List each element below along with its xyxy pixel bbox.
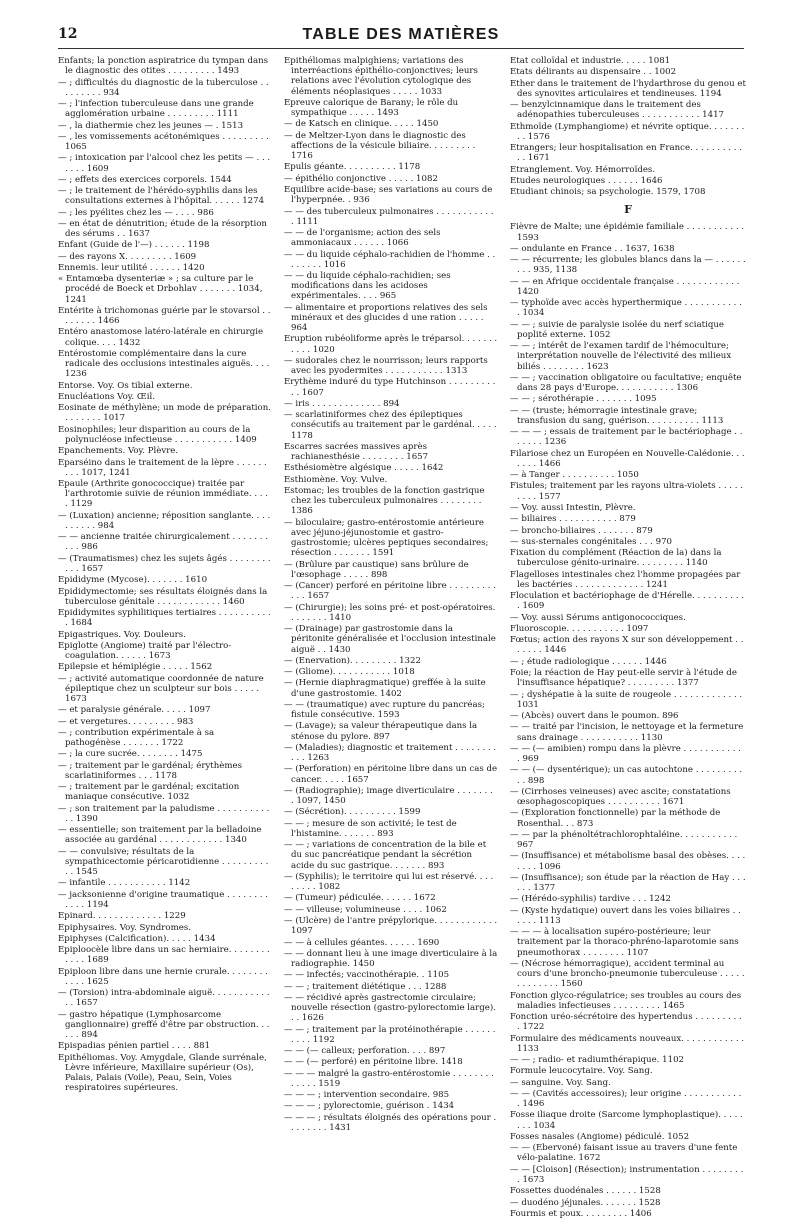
index-entry: — — ; variations de concentration de la bile et du suc pancréatique pendant la sécrétion acide du suc gastrique. . . . . . . 893 [284, 840, 487, 871]
index-entry: — — villeuse; volumineuse . . . . 1062 [284, 904, 447, 915]
index-entry: — des rayons X. . . . . . . . . 1609 [58, 251, 197, 262]
section-heading: F [624, 203, 632, 217]
index-entry: Fonction uréo-sécrétoire des hypertendus . . . . . . . . . . 1722 [510, 1012, 742, 1033]
index-entry: Fluoroscopie. . . . . . . . . . . 1097 [510, 623, 649, 634]
index-entry: — — — ; essais de traitement par le bactériophage . . . . . . . 1236 [510, 427, 743, 448]
index-entry: « Entamœba dysenteriæ » ; sa culture par le procédé de Boeck et Drbohlav . . . . . . . 1034, 1241 [58, 274, 263, 305]
index-entry: Epinard. . . . . . . . . . . . . 1229 [58, 911, 186, 922]
page-number: 12 [58, 26, 78, 42]
index-entry: — — — ; intervention secondaire. 985 [284, 1090, 450, 1101]
index-entry: — scarlatiniformes chez des épileptiques consécutifs au traitement par le gardénal. . . . . 1178 [284, 410, 497, 441]
index-entry: — ; la cure sucrée. . . . . . . . 1475 [58, 749, 203, 760]
index-entry: — (Gliome). . . . . . . . . . . 1018 [284, 667, 415, 678]
index-entry: Equilibre acide-base; ses variations au cours de l'hyperpnée. . 936 [284, 185, 493, 206]
index-entry: — — traité par l'incision, le nettoyage et la fermeture sans drainage . . . . . . . . . . . 1130 [510, 722, 744, 743]
index-entry: — — à cellules géantes. . . . . . 1690 [284, 937, 440, 948]
index-entry: — (Nécrose hémorragique), accident terminal au cours d'une broncho-pneumonie tuberculeuse . . . . . . . . . . . . . 1560 [510, 958, 745, 990]
index-entry: Epididymectomie; ses résultats éloignés dans la tuberculose génitale . . . . . . . . . . . . 1460 [58, 586, 268, 607]
index-entry: — — (Ebervoné) faisant issue au travers d'une fente vélo-palatine. 1672 [510, 1143, 738, 1164]
index-entry: Formule leucocytaire. Voy. Sang. [510, 1066, 653, 1077]
index-column-2 [284, 56, 498, 1133]
index-entry: — (Hérédo-syphilis) tardive . . . 1242 [510, 894, 671, 905]
index-entry: — de Katsch en clinique. . . . . 1450 [284, 119, 439, 130]
index-entry: — — (— perforé) en péritoine libre. 1418 [284, 1057, 463, 1068]
index-entry: — (Radiographie); image diverticulaire . . . . . . . . 1097, 1450 [284, 785, 493, 807]
index-entry: — — donnant lieu à une image diverticulaire à la radiographie. 1450 [284, 948, 498, 969]
index-entry: — (Hernie diaphragmatique) greffée à la suite d'une gastrostomie. 1402 [284, 678, 486, 699]
index-entry: Epiglotte (Angiome) traité par l'électro-coagulation. . . . . . 1673 [58, 640, 232, 662]
index-entry: — ; le traitement de l'hérédo-syphilis dans les consultations externes à l'hôpital. . . . . . 1274 [58, 186, 265, 207]
index-entry: — (Cancer) perforé en péritoine libre . . . . . . . . . . . . 1657 [284, 581, 496, 602]
index-entry: Fœtus; action des rayons X sur son développement . . . . . . . 1446 [510, 635, 744, 656]
index-entry: Foie; la réaction de Hay peut-elle servir à l'étude de l'insuffisance hépatique? . . . . . . . . . 1377 [510, 668, 737, 689]
index-entry: — (Maladies); diagnostic et traitement . . . . . . . . . . . 1263 [284, 742, 497, 764]
index-entry: — (Luxation) ancienne; réposition sanglante. . . . . . . . . . 984 [58, 510, 271, 531]
index-entry: — — ; traitement diététique . . . 1288 [284, 981, 447, 992]
index-entry: Eosinophiles; leur disparition au cours de la polynucléose infectieuse . . . . . . . . . . . 1409 [58, 424, 257, 445]
index-entry: — Voy. aussi Intestin, Plèvre. [510, 502, 636, 513]
index-entry: — ; contribution expérimentale à sa pathogénèse . . . . . . . 1722 [58, 727, 215, 749]
index-entry: — — ; suivie de paralysie isolée du nerf sciatique poplité externe. 1052 [510, 319, 724, 340]
index-entry: — — [Cloison] (Résection); instrumentation . . . . . . . . . 1673 [510, 1164, 744, 1185]
index-entry: — sudorales chez le nourrisson; leurs rapports avec les pyodermites . . . . . . . . . . . 1313 [284, 355, 488, 377]
index-entry: — — — à localisation supéro-postérieure; leur traitement par la thoraco-phréno-laparotomie sans pneumothorax . . . . . . . . 1107 [510, 927, 739, 958]
index-entry: — benzylcinnamique dans le traitement des adénopathies tuberculeuses . . . . . . . . . . . 1417 [510, 100, 725, 121]
index-entry: Ether dans le traitement de l'hydarthrose du genou et des synovites articulaires et tendineuses. 1194 [510, 78, 746, 99]
index-entry: Flagelloses intestinales chez l'homme propagées par les bactéries . . . . . . . . . . . . . 1241 [510, 569, 741, 590]
index-entry: Floculation et bactériophage de d'Hérelle. . . . . . . . . . . 1609 [510, 591, 744, 612]
index-entry: Esthésiomètre algésique . . . . . 1642 [284, 463, 444, 474]
index-entry: — (Syphilis); le territoire qui lui est réservé. . . . . . . . . 1082 [284, 871, 494, 893]
index-entry: — ; son traitement par la paludisme . . . . . . . . . . . . 1390 [58, 803, 270, 824]
index-entry: — sus-sternales congénitales . . . 970 [510, 536, 673, 547]
index-entry: — biliaires . . . . . . . . . . . 879 [510, 514, 636, 525]
index-entry: — de Meltzer-Lyon dans le diagnostic des affections de la vésicule biliaire. . . . . . . . . 1716 [284, 130, 476, 162]
index-entry: — — (— dysentérique); un cas autochtone . . . . . . . . . . . 898 [510, 765, 743, 786]
index-entry: — (Insuffisance) et métabolisme basal des obèses. . . . . . . . 1096 [510, 851, 746, 872]
index-entry: — (Insuffisance); son étude par la réaction de Hay . . . . . . 1377 [510, 872, 746, 894]
index-entry: — (Traumatismes) chez les sujets âgés . . . . . . . . . . . 1657 [58, 553, 271, 574]
page-header [58, 26, 744, 48]
index-entry: Entorse. Voy. Os tibial externe. [58, 380, 193, 391]
index-entry: Enucléations Voy. Œil. [58, 391, 155, 402]
index-entry: Fosse iliaque droite (Sarcome lymphoplastique). . . . . . . . 1034 [510, 1110, 743, 1131]
index-entry: Epreuve calorique de Barany; le rôle du sympathique . . . . . 1493 [284, 97, 459, 119]
index-entry: — et paralysie générale. . . . . 1097 [58, 705, 211, 716]
index-entry: — ; les pyélites chez les — . . . . 986 [58, 207, 214, 218]
index-entry: — (Kyste hydatique) ouvert dans les voies biliaires . . . . . . 1113 [510, 905, 741, 926]
index-entry: — infantile . . . . . . . . . . . 1142 [58, 878, 191, 889]
index-entry: — — en Afrique occidentale française . . . . . . . . . . . . 1420 [510, 276, 740, 297]
index-entry: — (Tumeur) pédiculée. . . . . . 1672 [284, 893, 436, 904]
index-entry: — (Perforation) en péritoine libre dans un cas de cancer. . . . . 1657 [284, 764, 498, 785]
index-entry: — — des tuberculeux pulmonaires . . . . . . . . . . . . 1111 [284, 206, 494, 227]
index-entry: — ; dyshépatie à la suite de rougeole . . . . . . . . . . . . . 1031 [510, 689, 743, 710]
index-entry: — alimentaire et proportions relatives des sels minéraux et des glucides d une ration . . . . . 964 [284, 302, 488, 334]
index-entry: — — ; traitement par la protéinothérapie . . . . . . . . . . 1192 [284, 1024, 496, 1045]
index-entry: — — de l'organisme; action des sels ammoniacaux . . . . . . 1066 [284, 228, 441, 249]
index-entry: — — récidivé après gastrectomie circulaire; nouvelle résection (gastro-pylorectomie large). . . 1626 [284, 992, 496, 1024]
index-entry: — essentielle; son traitement par la belladoine associée au gardénal . . . . . . . . . . . . 1340 [58, 825, 262, 846]
index-entry: Etudes neurologiques . . . . . . 1646 [510, 175, 663, 186]
index-entry: Ennemis. leur utilité . . . . . . 1420 [58, 262, 205, 273]
index-entry: — — — ; résultats éloignés des opérations pour . . . . . . . . 1431 [284, 1112, 497, 1133]
index-entry: — broncho-biliaires . . . . . . . 879 [510, 525, 653, 536]
index-entry: — à Tanger . . . . . . . . . . 1050 [510, 470, 639, 481]
index-entry: Epanchements. Voy. Plèvre. [58, 446, 179, 457]
index-entry: Epiphysaires. Voy. Syndromes. [58, 922, 191, 933]
page-title: TABLE DES MATIÈRES [302, 26, 500, 43]
index-entry: — — (traumatique) avec rupture du pancréas; fistule consécutive. 1593 [284, 699, 485, 721]
index-entry: — (Exploration fonctionnelle) par la méthode de Rosenthal. . . 873 [510, 808, 721, 829]
index-entry: — (Chirurgie); les soins pré- et post-opératoires. . . . . . . . 1410 [284, 602, 496, 623]
index-entry: — iris . . . . . . . . . . . . . 894 [284, 398, 400, 409]
index-entry: — (Cirrhoses veineuses) avec ascite; constatations œsophagoscopiques . . . . . . . . . . 1671 [510, 786, 731, 808]
index-entry: — ; activité automatique coordonnée de nature épileptique chez un sculpteur sur bois . . . . . 1673 [58, 673, 264, 705]
index-entry: — épithélio conjonctive . . . . . 1082 [284, 173, 438, 184]
index-entry: — — du liquide céphalo-rachidien de l'homme . . . . . . . . 1016 [284, 249, 496, 270]
index-entry: Entéro anastomose latéro-latérale en chirurgie colique. . . . 1432 [58, 327, 264, 348]
index-entry: — — ; sérothérapie . . . . . . . 1095 [510, 394, 657, 405]
index-entry: Etrangers; leur hospitalisation en France. . . . . . . . . . . . 1671 [510, 143, 742, 164]
index-entry: — et vergetures. . . . . . . . . 983 [58, 716, 194, 727]
index-entry: — ; l'infection tuberculeuse dans une grande agglomération urbaine . . . . . . . . . 1111 [58, 99, 254, 120]
index-entry: Epigastriques. Voy. Douleurs. [58, 629, 186, 640]
index-entry: — ; traitement par le gardénal; excitation maniaque consécutive. 1032 [58, 782, 240, 803]
index-entry: — Voy. aussi Sérums antigonococciques. [510, 612, 686, 623]
index-entry: Enfant (Guide de l'—) . . . . . . 1198 [58, 240, 210, 251]
index-entry: Fixation du complément (Réaction de la) dans la tuberculose génito-urinaire. . . . . . . . . 1140 [510, 548, 722, 569]
index-entry: Escarres sacrées massives après rachianesthésie . . . . . . . . 1657 [284, 441, 429, 463]
index-entry: — en état de dénutrition; étude de la résorption des sérums . . 1637 [58, 218, 267, 240]
index-entry: — — ; vaccination obligatoire ou facultative; enquête dans 28 pays d'Europe. . . . . . . . . . . 1306 [510, 372, 742, 394]
index-entry: — biloculaire; gastro-entérostomie antérieure avec jéjuno-jéjunostomie et gastro-gastrostomie; ulcères peptiques secondaires; résection . . . . . . . 1591 [284, 517, 489, 559]
index-entry: — — — ; pylorectomie, guérison . 1434 [284, 1101, 455, 1112]
index-entry: — sanguine. Voy. Sang. [510, 1077, 611, 1088]
index-entry: Etats délirants au dispensaire . . 1002 [510, 67, 677, 78]
index-entry: Eosinate de méthylène; un mode de préparation. . . . . . . . 1017 [58, 403, 271, 424]
header-rule [58, 48, 744, 49]
index-entry: — ; difficultés du diagnostic de la tuberculose . . . . . . . . . 934 [58, 77, 269, 98]
index-entry: — (Abcès) ouvert dans le poumon. 896 [510, 711, 679, 722]
index-entry: — — (— amibien) rompu dans la plèvre . . . . . . . . . . . . 969 [510, 743, 741, 765]
index-entry: — ; étude radiologique . . . . . . 1446 [510, 656, 667, 667]
index-entry: — — ; radio- et radiumthérapique. 1102 [510, 1055, 685, 1066]
index-entry: Esthiomène. Voy. Vulve. [284, 474, 388, 485]
index-column-3 [510, 56, 746, 1219]
index-entry: — (Ulcère) de l'antre prépylorique. . . . . . . . . . . . 1097 [284, 916, 498, 937]
index-entry: — (Torsion) intra-abdominale aiguë. . . . . . . . . . . . . 1657 [58, 988, 270, 1009]
index-entry: — — (truste; hémorragie intestinale grave; transfusion du sang, guérison. . . . . . . . . . 1113 [510, 405, 724, 426]
index-entry: — — du liquide céphalo-rachidien; ses modifications dans les acidoses expérimentales. . . . 965 [284, 271, 451, 302]
index-entry: Eparséino dans le traitement de la lèpre . . . . . . . . . 1017, 1241 [58, 457, 267, 478]
index-entry: Epulis géante. . . . . . . . . . 1178 [284, 162, 421, 173]
index-entry: Erythème induré du type Hutchinson . . . . . . . . . . . 1607 [284, 377, 496, 398]
index-entry: — — — malgré la gastro-entérostomie . . . . . . . . . . . . . 1519 [284, 1068, 494, 1089]
index-entry: Enfants; la ponction aspiratrice du tympan dans le diagnostic des otites . . . . . . . . . 1493 [58, 56, 269, 77]
index-entry: Etudiant chinois; sa psychologie. 1579, 1708 [510, 187, 706, 198]
index-entry: Etat colloïdal et industrie. . . . . 1081 [510, 56, 671, 66]
index-entry: Epithéliomas. Voy. Amygdale, Glande surrénale, Lèvre inférieure, Maxillaire supérieur (Os), Palais, Palais (Voile), Peau, Sein, Voies respiratoires supérieures. [58, 1052, 267, 1094]
index-entry: — — (— calleux; perforation. . . . 897 [284, 1046, 446, 1057]
index-entry: — ; traitement par le gardénal; érythèmes scarlatiniformes . . . 1178 [58, 760, 243, 781]
index-entry: Fossettes duodénales . . . . . . 1528 [510, 1186, 661, 1197]
index-entry: Fosses nasales (Angiome) pédiculé. 1052 [510, 1131, 690, 1142]
index-entry: Filariose chez un Européen en Nouvelle-Calédonie. . . . . . . 1466 [510, 448, 745, 469]
index-entry: Epaule (Arthrite gonococcique) traitée par l'arthrotomie suivie de réunion immédiate. . . . . 1129 [58, 479, 269, 510]
index-entry: Estomac; les troubles de la fonction gastrique chez les tuberculeux pulmonaires . . . . . . . . 1386 [284, 486, 485, 517]
index-entry: Fistules; traitement par les rayons ultra-violets . . . . . . . . . 1577 [510, 481, 743, 502]
index-entry: — , les vomissements acétonémiques . . . . . . . . . 1065 [58, 131, 269, 152]
index-entry: — typhoïde avec accès hyperthermique . . . . . . . . . . . . 1034 [510, 298, 742, 319]
index-entry: Fonction glyco-régulatrice; ses troubles au cours des maladies infectieuses . . . . . . . . . 1465 [510, 990, 742, 1011]
index-entry: — — infectés; vaccinothérapie. . 1105 [284, 970, 450, 981]
index-entry: — , la diathermie chez les jeunes — . 1513 [58, 120, 244, 131]
index-entry: — — convulsive; résultats de la sympathicectomie péricarotidienne . . . . . . . . . . . 1545 [58, 846, 269, 878]
index-entry: — (Enervation). . . . . . . . . 1322 [284, 655, 421, 666]
index-entry: Formulaire des médicaments nouveaux. . . . . . . . . . . . 1133 [510, 1033, 745, 1054]
index-entry: — (Sécrétion). . . . . . . . . . 1599 [284, 807, 421, 818]
index-column-1 [58, 56, 272, 1094]
index-entry: — — (Cavités accessoires); leur origine . . . . . . . . . . . . 1496 [510, 1088, 742, 1110]
index-entry: Entérostomie complémentaire dans la cure radicale des occlusions intestinales aiguës. . . . 1236 [58, 348, 270, 380]
index-entry: Epididyme (Mycose). . . . . . . 1610 [58, 575, 208, 586]
index-entry: — — ; mesure de son activité; le test de l'histamine. . . . . . . 893 [284, 818, 457, 839]
index-entry: Epilepsie et hémiplégie . . . . . 1562 [58, 662, 213, 673]
index-entry: — (Lavage); sa valeur thérapeutique dans la sténose du pylore. 897 [284, 721, 478, 742]
index-entry: — gastro hépatique (Lymphosarcome ganglionnaire) greffé d'être par obstruction. . . . . . 894 [58, 1009, 270, 1041]
index-entry: Epididymites syphilitiques tertiaires . . . . . . . . . . . 1684 [58, 608, 271, 629]
index-entry: — ; intoxication par l'alcool chez les petits — . . . . . . . 1609 [58, 153, 271, 174]
index-entry: — duodéno jéjunales. . . . . . . 1528 [510, 1197, 661, 1208]
index-entry: Epiphyses (Calcification). . . . . 1434 [58, 933, 216, 944]
index-entry: — (Brûlure par caustique) sans brûlure de l'œsophage . . . . . 898 [284, 559, 469, 580]
index-entry: — ondulante en France . . 1637, 1638 [510, 243, 675, 254]
index-entry: Fourmis et poux. . . . . . . . . 1406 [510, 1208, 652, 1219]
index-entry: — — ; intérêt de l'examen tardif de l'hémoculture; interprétation nouvelle de l'électivité des milieux biliés . . . . . . . . 1623 [510, 341, 732, 372]
index-entry: Etranglement. Voy. Hémorroïdes. [510, 164, 656, 175]
index-entry: Eruption rubéoliforme après le tréparsol. . . . . . . . . . . 1020 [284, 334, 498, 355]
index-entry: — ; effets des exercices corporels. 1544 [58, 174, 232, 185]
index-entry: Epiploon libre dans une hernie crurale. . . . . . . . . . . . 1625 [58, 966, 268, 987]
index-entry: Ethmoïde (Lymphangiome) et névrite optique. . . . . . . . . 1576 [510, 121, 745, 142]
index-entry: — — par la phénoltétrachlorophtaléine. . . . . . . . . . . 967 [510, 829, 738, 851]
index-entry: Fièvre de Malte; une épidémie familiale . . . . . . . . . . . 1593 [510, 222, 745, 243]
index-entry: Entérite à trichomonas guérie par le stovarsol . . . . . . . . 1466 [58, 305, 271, 327]
index-entry: — — récurrente; les globules blancs dans la — . . . . . . . . . 935, 1138 [510, 255, 746, 276]
index-entry: Epithéliomas malpighiens; variations des interréactions épithélio-conjonctives; leurs relations avec l'évolution cytologique des éléments néoplasiques . . . . . 1033 [284, 56, 478, 97]
index-entry: — (Drainage) par gastrostomie dans la péritonite généralisée et l'occlusion intestinale aiguë . . 1430 [284, 624, 496, 655]
index-entry: Epiploocèle libre dans un sac herniaire. . . . . . . . . . . . 1689 [58, 945, 270, 966]
index-entry: Epispadias pénien partiel . . . . 881 [58, 1041, 211, 1052]
index-entry: — jacksonienne d'origine traumatique . . . . . . . . . . . . 1194 [58, 889, 268, 910]
index-entry: — — ancienne traitée chirurgicalement . . . . . . . . . . 986 [58, 532, 268, 553]
